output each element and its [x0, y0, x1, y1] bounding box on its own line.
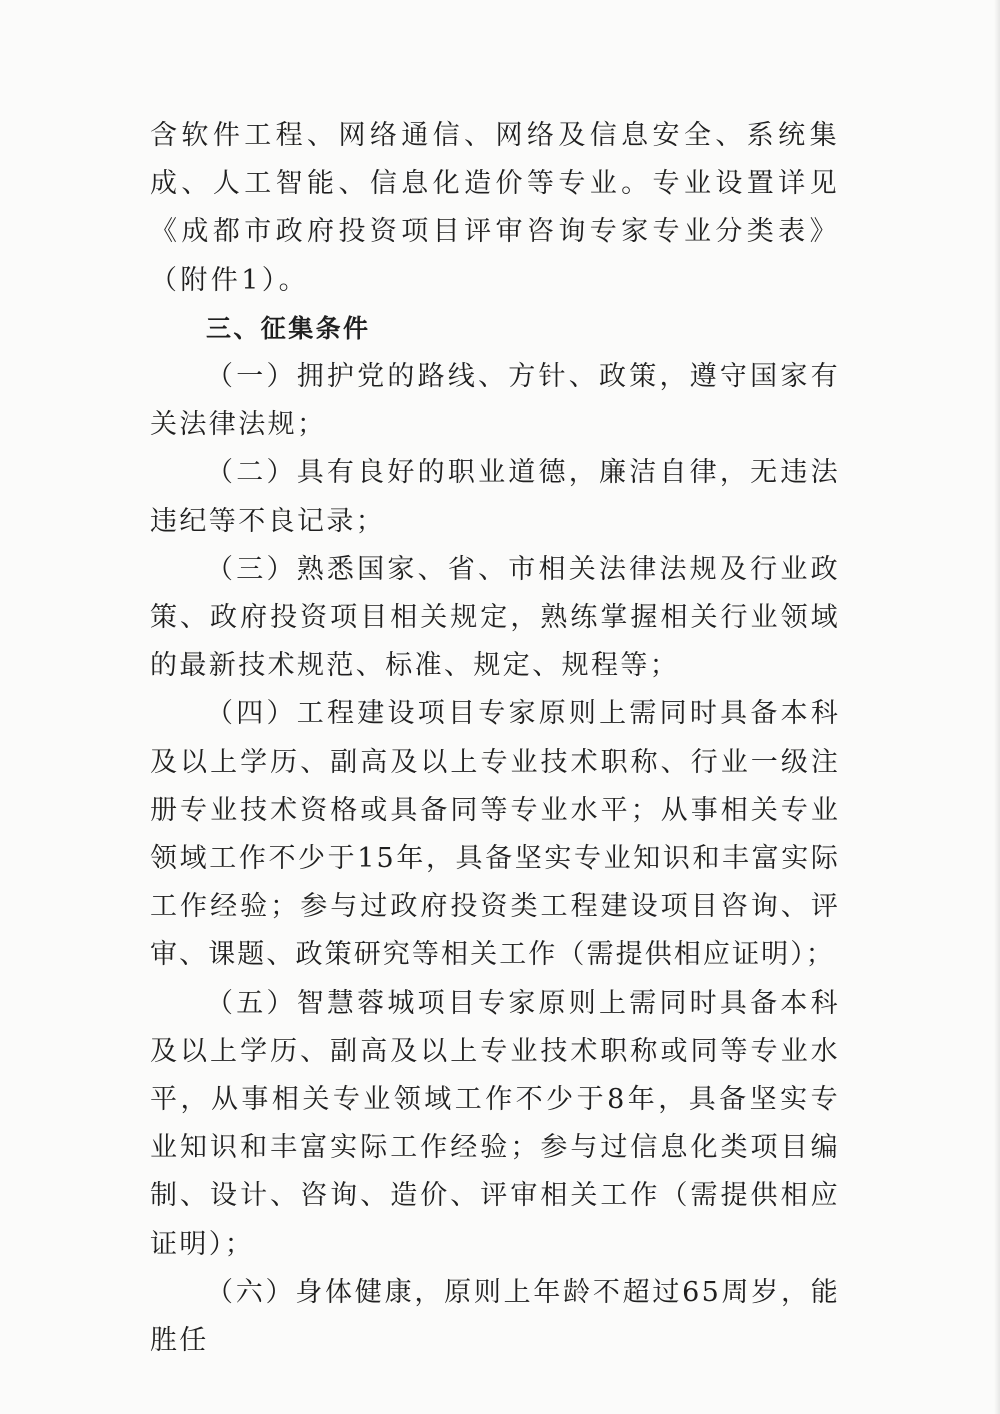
section-heading-conditions: 三、征集条件 — [206, 313, 371, 343]
condition-item-2: （二）具有良好的职业道德，廉洁自律，无违法违纪等不良记录； — [150, 457, 840, 537]
condition-item-4: （四）工程建设项目专家原则上需同时具备本科及以上学历、副高及以上专业技术职称、行业一级注册专业技术资格或具备同等专业水平；从事相关专业领域工作不少于15年，具备坚实专业知识和丰富实际工作经验；参与过政府投资类工程建设项目咨询、评审、课题、政策研究等相关工作（需提供相应证明）； — [150, 698, 840, 971]
condition-item-6: （六）身体健康，原则上年龄不超过65周岁，能胜任 — [150, 1276, 840, 1357]
document-body — [150, 112, 840, 1365]
page-edge-shadow — [994, 0, 1000, 1414]
condition-item-3: （三）熟悉国家、省、市相关法律法规及行业政策、政府投资项目相关规定，熟练掌握相关行业领域的最新技术规范、标准、规定、规程等； — [150, 553, 840, 682]
paragraph-specialty-scope: 含软件工程、网络通信、网络及信息安全、系统集成、人工智能、信息化造价等专业。专业设置详见《成都市政府投资项目评审咨询专家专业分类表》（附件1）。 — [150, 120, 840, 296]
condition-item-5: （五）智慧蓉城项目专家原则上需同时具备本科及以上学历、副高及以上专业技术职称或同等专业水平，从事相关专业领域工作不少于8年，具备坚实专业知识和丰富实际工作经验；参与过信息化类项目编制、设计、咨询、造价、评审相关工作（需提供相应证明）； — [150, 987, 840, 1260]
condition-item-1: （一）拥护党的路线、方针、政策，遵守国家有关法律法规； — [150, 361, 840, 441]
